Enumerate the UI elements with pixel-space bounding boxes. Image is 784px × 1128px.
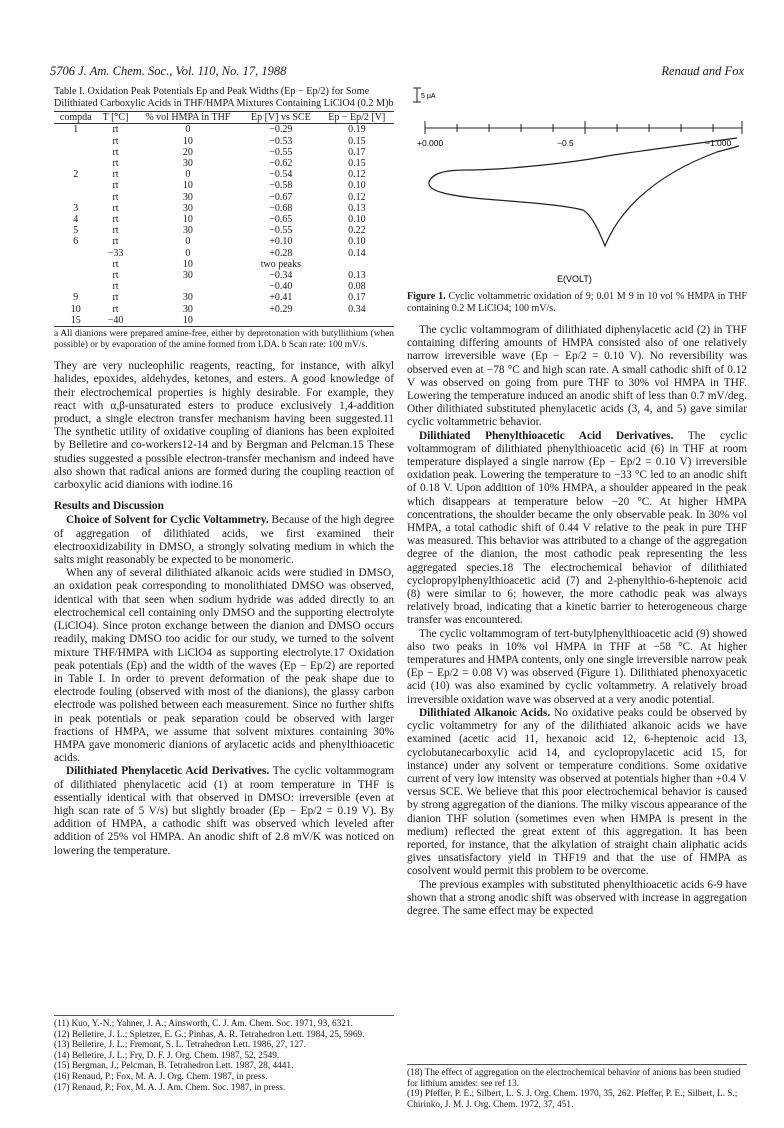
paragraph-text: No oxidative peaks could be observed by cyclic voltammetry for any of the dilithiated alkanoic acids we have examined (acetic acid 11, hexanoic acid 12, 6-heptenoic acid 13, cyclobutanecarboxylic acid 14, and cyclopropylacetic acid 15, for instance) under any solvent or temperature conditions. Some oxidative current of very low intensity was observed at potentials higher than +0.4 V versus SCE. We believe that this poor electrochemical behavior is caused by strong aggregation of the dianions. The milky viscous appearance of the dianion THF solution (sometimes even when HMPA is present in the medium) reflected the great extent of this aggregation. It has been reported, for instance, that the alkylation of straight chain aliphatic acids gives unsatisfactory yield in THF19 and that the use of HMPA as cosolvent would permit this problem to be overcome. [407, 706, 747, 878]
body-paragraph: They are very nucleophilic reagents, reacting, for instance, with alkyl halides, epoxides, aldehydes, ketones, and esters. A good knowledge of their electrochemical properties is highly desirable. For example, they react with α,β-unsaturated esters to produce exclusively 1,4-addition product, a single electron transfer mechanism having been suggested.11 The synthetic utility of oxidative coupling of dianions has been exploited by Belletire and co-workers12-14 and by Bergman and Pelcman.15 These studies suggested a possible electron-transfer mechanism and indeed have also shown that radical anions are formed during the coupling reaction of carboxylic acid dianions with iodine.16 [54, 360, 394, 492]
table-row [54, 225, 394, 236]
table-body [54, 124, 394, 327]
reference-item: (12) Belletire, J. L.; Spletzer, E. G.; Pinhas, A. R. Tetrahedron Lett. 1984, 25, 5969. [54, 1029, 365, 1040]
table-cell: 30 [182, 303, 193, 315]
table-cell: 30 [182, 270, 193, 282]
table-header-cell: % vol HMPA in THF [134, 112, 242, 124]
table-cell: −0.65 [269, 214, 293, 226]
body-paragraph: When any of several dilithiated alkanoic acids were studied in DMSO, an oxidation peak corresponding to monolithiated DMSO was observed, identical with that seen when sodium hydride was added directly to an electrochemical cell containing only DMSO and the supporting electrolyte (LiClO4). Since proton exchange between the dianion and DMSO occurs readily, making DMSO too acidic for our study, we turned to the solvent mixture THF/HMPA with LiClO4 as supporting electrolyte.17 Oxidation peak potentials (Ep) and the width of the waves (Ep − Ep/2) are reported in Table I. In order to prevent deformation of the peak shape due to electrode fouling (observed with most of the dianions), the glassy carbon electrode was polished between each measurement. Since no further shifts in peak potentials or peak separation could be observed with larger fractions of HMPA, we assume that solvent mixtures containing 30% HMPA gave monomeric dianions of arylacetic acids and phenylthioacetic acids. [54, 567, 394, 765]
paragraph-text: The cyclic voltammogram of dilithiated phenylacetic acid (1) at room temperature in THF is essentially identical with that observed in DMSO: irreversible (even at high scan rate of 5 V/s) but slightly broader (Ep − Ep/2 = 0.19 V). By addition of HMPA, a cathodic shift was observed which leveled after addition of 25% vol HMPA. An anodic shift of 2.8 mV/K was noticed on lowering the temperature. [54, 765, 394, 857]
table-cell: 15 [54, 315, 97, 327]
table-cell: 10 [70, 303, 81, 315]
table-1 [54, 111, 394, 327]
table-cell: 0.17 [348, 146, 366, 158]
table-cell: rt [112, 270, 119, 282]
table-cell: 10 [134, 315, 242, 327]
table-cell: 0 [185, 236, 191, 248]
table-cell: 0.13 [348, 202, 366, 214]
voltammogram-plot [407, 86, 747, 291]
table-cell: 0.10 [348, 180, 366, 192]
table-cell: −0.55 [269, 146, 293, 158]
table-cell: −0.68 [269, 202, 293, 214]
table-cell: 10 [182, 135, 193, 147]
table-cell: −0.58 [269, 180, 293, 192]
table-cell: 9 [73, 292, 79, 304]
table-cell: 4 [73, 214, 79, 226]
table-cell: rt [112, 180, 119, 192]
table-cell: −40 [97, 315, 133, 327]
running-header-right: Renaud and Fox [661, 64, 744, 78]
table-footnote: a All dianions were prepared amine-free, either by deprotonation with butyllithium (when possible) or by evaporation of the amine formed from LDA. b Scan rate: 100 mV/s. [54, 329, 394, 350]
table-row [54, 236, 394, 247]
body-paragraph: The cyclic voltammogram of tert-butylphenylthioacetic acid (9) showed also two peaks in 10% vol HMPA in THF at −58 °C. At higher temperatures and HMPA contents, only one single irreversible narrow peak (Ep − Ep/2 = 0.08 V) was observed (Figure 1). Dilithiated phenoxyacetic acid (10) was also examined by cyclic voltammetry. A relatively broad irreversible oxidation wave was observed at a very anodic potential. [407, 627, 747, 706]
table-cell: rt [112, 158, 119, 169]
table-cell: 0.17 [348, 292, 366, 304]
run-in-heading: Dilithiated Alkanoic Acids. [419, 706, 551, 719]
table-cell: −0.55 [269, 225, 293, 237]
figure-caption [407, 291, 747, 314]
reference-item: (16) Renaud, P.; Fox, M. A. J. Org. Chem. 1987, in press. [54, 1071, 268, 1082]
table-header-cell: Ep − Ep/2 [V] [320, 112, 394, 124]
table-cell: rt [112, 225, 119, 237]
table-cell: rt [112, 292, 119, 304]
table-cell: 3 [73, 202, 79, 214]
table-cell: 0.14 [348, 247, 366, 259]
table-cell: 30 [182, 158, 193, 169]
table-cell: 30 [182, 191, 193, 203]
table-row [54, 203, 394, 214]
table-cell: 0.13 [348, 270, 366, 282]
table-cell: rt [112, 202, 119, 214]
table-cell: rt [112, 214, 119, 226]
table-cell: rt [112, 281, 119, 293]
table-row [54, 214, 394, 225]
table-row [54, 158, 394, 169]
scale-label: 5 μA [421, 93, 436, 100]
reference-item: (18) The effect of aggregation on the electrochemical behavior of anions has been studied for lithium amides: see ref 13. [407, 1068, 741, 1089]
table-cell: 0.15 [348, 158, 366, 169]
run-in-heading: Dilithiated Phenylacetic Acid Derivatives. [66, 765, 270, 778]
table-header-cell: Ep [V] vs SCE [242, 112, 320, 124]
table-cell: rt [112, 236, 119, 248]
left-column [54, 86, 394, 858]
body-paragraph [407, 707, 747, 879]
axis-tick-label: +0.000 [417, 138, 444, 148]
table-cell [242, 315, 320, 327]
table-cell: rt [112, 124, 119, 136]
table-cell: 0.12 [348, 191, 366, 203]
table-cell: 0.19 [348, 124, 366, 136]
paragraph-text: The cyclic voltammogram of dilithiated phenylthioacetic acid (6) in THF at room temperature displayed a single narrow (Ep − Ep/2 = 0.10 V) irreversible oxidation peak. Lowering the temperature to −33 °C led to an anodic shift of 0.18 V. Upon addition of 10% HMPA, a shoulder appeared in the peak which disappears at temperature below −20 °C. At higher HMPA concentrations, the shoulder became the only observable peak. In 30% vol HMPA, a total cathodic shift of 0.44 V relative to the peak in pure THF was measured. This behavior was attributed to a change of the aggregation degree of the dianion, the most cathodic peak representing the less aggregated species.18 The electrochemical behavior of dilithiated cyclopropylphenylthioacetic acid (7) and 2-phenylthio-6-heptenoic acid (8) were similar to 6; however, the more cathodic peak was always relatively broad, indicating that a kinetic barrier to heterogeneous charge transfer was encountered. [407, 429, 747, 627]
table-row [54, 304, 394, 315]
table-cell: 10 [182, 258, 193, 270]
table-row [54, 192, 394, 203]
table-header-cell: T [°C] [97, 112, 133, 124]
table-cell [320, 315, 394, 327]
table-cell: rt [112, 303, 119, 315]
reference-item: (15) Bergman, J.; Pelcman, B. Tetrahedron Lett. 1987, 28, 4441. [54, 1061, 294, 1072]
table-row [54, 270, 394, 281]
table-cell: 6 [73, 236, 79, 248]
table-cell: 0.15 [348, 135, 366, 147]
table-cell [54, 259, 97, 270]
table-cell: 0.12 [348, 169, 366, 181]
table-cell: +0.29 [269, 303, 293, 315]
table-cell [134, 281, 242, 292]
run-in-heading: Choice of Solvent for Cyclic Voltammetry. [66, 514, 269, 527]
table-cell: rt [112, 169, 119, 181]
reference-item: (13) Belletire, J. L.; Fremont, S. L. Tetrahedron Lett. 1986, 27, 127. [54, 1040, 306, 1051]
table-cell: 30 [182, 292, 193, 304]
body-paragraph: The previous examples with substituted phenylthioacetic acids 6-9 have shown that a strong anodic shift was observed with increase in aggregation degree. The same effect may be expected [407, 878, 747, 917]
body-paragraph [54, 765, 394, 857]
table-cell: 10 [182, 180, 193, 192]
table-row [54, 259, 394, 270]
table-cell [320, 259, 394, 270]
table-row [54, 180, 394, 191]
table-row [54, 281, 394, 292]
table-cell [54, 136, 97, 147]
reference-item: (11) Kuo, Y.-N.; Yahner, J. A.; Ainsworth, C. J. Am. Chem. Soc. 1971, 93, 6321. [54, 1019, 353, 1029]
table-cell: 5 [73, 225, 79, 237]
table-cell: rt [112, 146, 119, 158]
paragraph-text: Because of the high degree of aggregation of dilithiated acids, we first examined their electrooxidizability in DMSO, a strongly solvating medium in which the salts might reasonably be expected to be monomeric. [54, 514, 394, 567]
table-cell: 10 [182, 214, 193, 226]
figure-caption-text: Cyclic voltammetric oxidation of 9; 0.01 M 9 in 10 vol % HMPA in THF containing 0.2 M LiClO4; 100 mV/s. [407, 291, 747, 314]
table-cell: 30 [182, 202, 193, 214]
table-row [54, 136, 394, 147]
table-cell: −0.34 [269, 270, 293, 282]
table-cell: −0.62 [269, 158, 293, 169]
figure-1 [407, 86, 747, 291]
table-row [54, 292, 394, 303]
table-cell: −33 [107, 247, 124, 259]
table-cell: rt [112, 135, 119, 147]
table-caption: Table I. Oxidation Peak Potentials Ep and Peak Widths (Ep − Ep/2) for Some Dilithiated Carboxylic Acids in THF/HMPA Mixtures Containing LiClO4 (0.2 M)b [54, 86, 394, 109]
page-header [50, 64, 744, 80]
table-cell: +0.28 [269, 247, 293, 259]
table-cell: 20 [182, 146, 193, 158]
axis-tick-label: −1.000 [705, 138, 732, 148]
table-cell: −0.54 [269, 169, 293, 181]
footnotes-left [54, 1015, 394, 1093]
table-cell: 1 [73, 124, 79, 136]
table-cell [54, 248, 97, 259]
table-cell: +0.10 [269, 236, 293, 248]
body-paragraph [54, 514, 394, 567]
table-cell: 0.22 [348, 225, 366, 237]
table-cell [54, 270, 97, 281]
table-cell: −0.40 [269, 281, 293, 293]
table-row [54, 315, 394, 327]
table-row [54, 147, 394, 158]
right-column [407, 86, 747, 918]
footnotes-right [407, 1064, 747, 1110]
table-header-cell: compda [54, 112, 97, 124]
body-paragraph: The cyclic voltammogram of dilithiated diphenylacetic acid (2) in THF containing differing amounts of HMPA consisted also of one relatively narrow irreversible wave (Ep − Ep/2 = 0.10 V). No reversibility was observed even at −78 °C and high scan rate. A small cathodic shift of 0.12 V was observed on going from pure THF to 30% vol HMPA in THF. Lowering the temperature induced an anodic shift of less than 0.7 mV/deg. Other dilithiated substituted phenylacetic acids (3, 4, and 5) gave similar cyclic voltammetric behavior. [407, 324, 747, 429]
running-header-left: 5706 J. Am. Chem. Soc., Vol. 110, No. 17, 1988 [50, 64, 287, 78]
table-cell [54, 192, 97, 203]
voltammogram-trace [429, 138, 739, 246]
table-cell: 0.10 [348, 214, 366, 226]
table-cell: 0.10 [348, 236, 366, 248]
table-cell: rt [112, 191, 119, 203]
reference-item: (17) Renaud, P.; Fox, M. A. J. Am. Chem. Soc. 1987, in press. [54, 1082, 286, 1093]
table-cell [54, 180, 97, 191]
table-cell: 30 [182, 225, 193, 237]
figure-caption-label: Figure 1. [407, 291, 446, 302]
body-paragraph [407, 430, 747, 628]
table-cell: 0 [185, 169, 191, 181]
reference-item: (14) Belletire, J. L.; Fry, D. F. J. Org. Chem. 1987, 52, 2549. [54, 1050, 280, 1061]
axis-title: E(VOLT) [557, 274, 592, 284]
table-cell [54, 158, 97, 169]
table-cell: 0.34 [348, 303, 366, 315]
table-cell: −0.53 [269, 135, 293, 147]
section-heading: Results and Discussion [54, 500, 164, 513]
table-cell [54, 281, 97, 292]
table-cell: 2 [73, 169, 79, 181]
table-cell: −0.67 [269, 191, 293, 203]
table-row [54, 169, 394, 180]
reference-item: (19) Pfeffer, P. E.; Silbert, L. S. J. Org. Chem. 1970, 35, 262. Pfeffer, P. E.; Silbert, L. S.; Chirinko, J. M. J. Org. Chem. 1972, 37, 451. [407, 1089, 738, 1110]
table-cell: 0.08 [348, 281, 366, 293]
table-cell: two peaks [260, 258, 301, 270]
table-cell: 0 [185, 124, 191, 136]
table-cell: −0.29 [269, 124, 293, 136]
axis-tick-label: −0.5 [557, 138, 574, 148]
table-cell: +0.41 [269, 292, 293, 304]
table-row [54, 124, 394, 136]
table-row [54, 248, 394, 259]
table-cell: rt [112, 258, 119, 270]
run-in-heading: Dilithiated Phenylthioacetic Acid Derivatives. [419, 429, 674, 442]
table-cell [54, 147, 97, 158]
table-cell: 0 [185, 247, 191, 259]
